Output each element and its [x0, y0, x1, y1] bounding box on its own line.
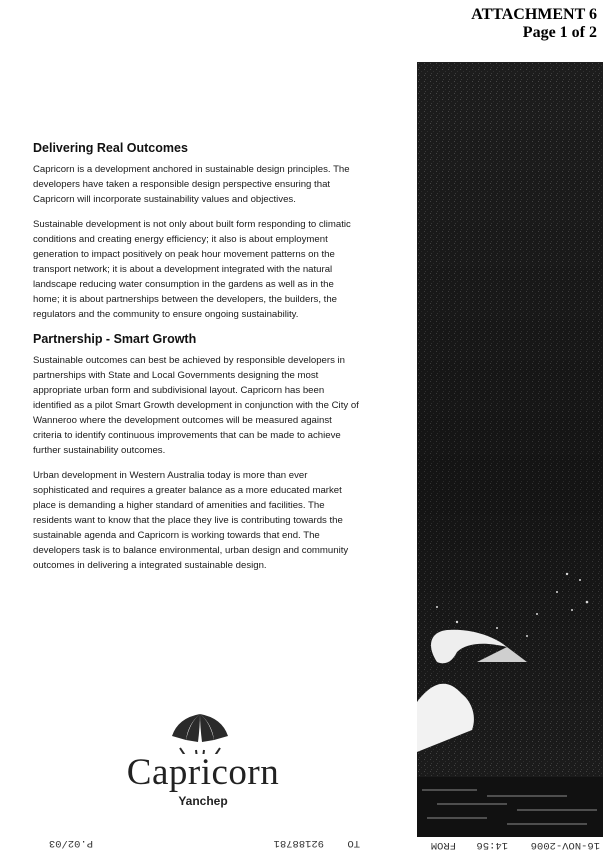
pelican-photo — [417, 62, 603, 837]
page-indicator: Page 1 of 2 — [522, 24, 597, 41]
fax-footer-left — [30, 835, 360, 849]
fax-footer-right — [416, 837, 602, 851]
photo-panel — [417, 62, 603, 837]
paragraph: Sustainable development is not only about built form responding to climatic conditions and creating energy efficiency; it also is about employment generation to impact positively on peak hour movement patterns on the transport network; it is about a development integrated with the natural landscape reducing water consumption in the gardens as well as in the home; it is about partnerships between the developers, the builders, the regulators and the community to ensure ongoing sustainability. — [33, 219, 351, 320]
attachment-header — [471, 6, 597, 42]
paragraph: Sustainable outcomes can best be achieved by responsible developers in partnerships with State and Local Governments designing the most appropriate urban form and subdivisional layout. Capricorn has been identified as a pilot Smart Growth development in conjunction with the City of Wanneroo where the development outcomes will be measured against criteria to identify continuous improvements that can be made to achieve further sustainability outcomes. — [33, 355, 359, 456]
fax-date: 16-NOV-2006 — [530, 839, 600, 851]
fax-to: TO — [347, 837, 360, 849]
logo-emblem-icon — [108, 706, 308, 754]
paragraph: Urban development in Western Australia today is more than ever sophisticated and requires a greater balance as a more educated market place is demanding a higher standard of amenities and facilities. The residents want to know that the place they live is contributing towards the sustainable agenda and Capricorn is working towards that end. The developers task is to balance environmental, urban design and community outcomes in delivering a integrated sustainable design. — [33, 470, 349, 571]
paragraph: Capricorn is a development anchored in sustainable design principles. The developers have taken a responsible design perspective ensuring that Capricorn will incorporate sustainability values and objectives. — [33, 164, 350, 205]
logo-subtitle: Yanchep — [178, 794, 228, 808]
section-heading-outcomes: Delivering Real Outcomes — [33, 141, 188, 155]
capricorn-logo — [108, 706, 308, 811]
attachment-label: ATTACHMENT 6 — [471, 6, 597, 23]
section-heading-partnership: Partnership - Smart Growth — [33, 332, 197, 346]
fax-time: 14:56 — [476, 839, 508, 851]
logo-wordmark: Capricorn — [126, 752, 280, 793]
main-text — [33, 141, 363, 583]
fax-number: 92188781 — [273, 837, 324, 849]
fax-page: P.02/03 — [48, 837, 93, 849]
fax-from: FROM — [430, 839, 456, 851]
